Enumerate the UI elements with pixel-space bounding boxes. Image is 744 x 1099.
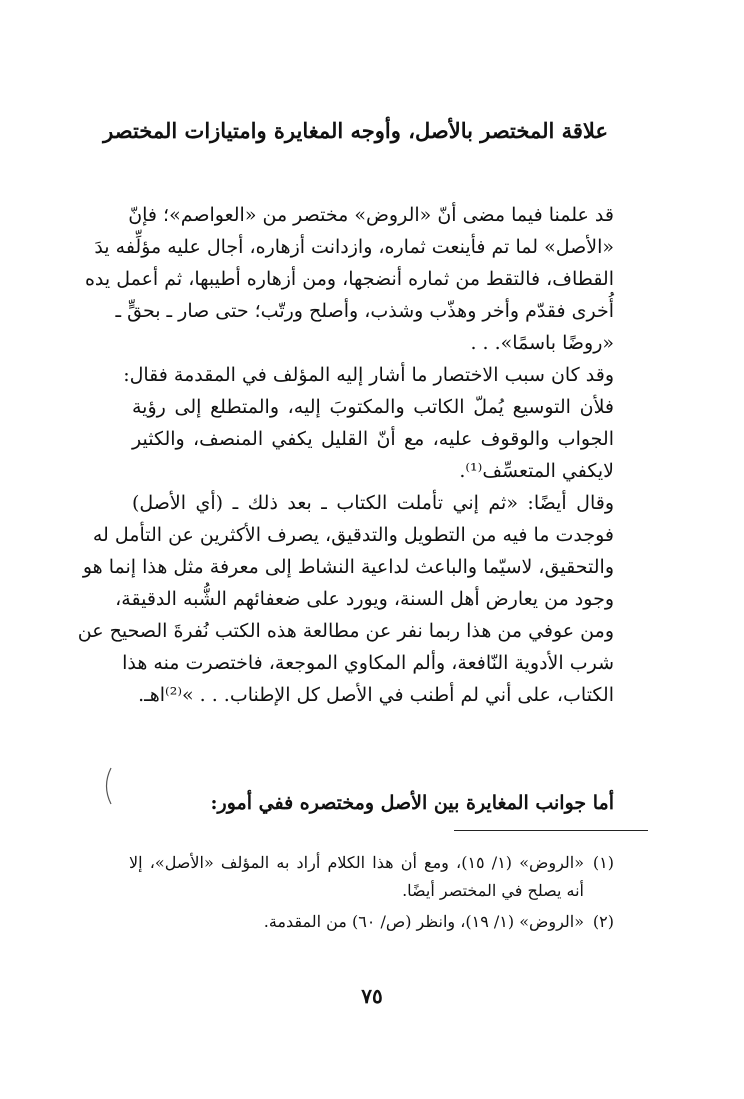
body-line: لايكفي المتعسِّف⁽¹⁾.: [459, 460, 614, 482]
body-line: وقد كان سبب الاختصار ما أشار إليه المؤلف في المقدمة فقال:: [123, 364, 614, 386]
body-line: «روضًا باسمًا». . .: [470, 332, 614, 354]
section-heading: أما جوانب المغايرة بين الأصل ومختصره ففي أمور:: [210, 792, 614, 814]
margin-bracket-mark: [100, 766, 114, 806]
body-line: والتحقيق، لاسيّما والباعث لداعية النشاط إلى معرفة مثل هذا إنما هو: [82, 556, 614, 578]
footnote-number: (٢): [592, 912, 614, 931]
body-line: القطاف، فالتقط من ثماره أنضجها، ومن أزهاره أطيبها، ثم أعمل يده: [84, 268, 614, 290]
footnote-number: (١): [592, 853, 615, 872]
body-line: وجود من يعارض أهل السنة، ويورد على ضعفائهم الشُّبه الدقيقة،: [115, 588, 614, 610]
footnote-2: [129, 911, 614, 933]
body-line: فلأن التوسيع يُملّ الكاتب والمكتوبَ إليه، والمتطلع إلى رؤية: [132, 396, 614, 418]
body-line: الكتاب، على أني لم أطنب في الأصل كل الإطناب. . . »⁽²⁾اهـ.: [138, 684, 614, 706]
footnote-1: [129, 852, 614, 874]
body-line: قد علمنا فيما مضى أنّ «الروض» مختصر من «العواصم»؛ فإنّ: [128, 204, 614, 226]
body-line: «الأصل» لما تم فأينعت ثماره، وازدانت أزهاره، أجال عليه مؤلِّفه يدَ: [94, 236, 614, 258]
footnote-1-continuation: أنه يصلح في المختصر أيضًا.: [402, 881, 584, 900]
body-line: الجواب والوقوف عليه، مع أنّ القليل يكفي المنصف، والكثير: [132, 428, 614, 450]
page-number: ٧٥: [361, 984, 383, 1008]
body-line: فوجدت ما فيه من التطويل والتدقيق، يصرف الأكثرين عن التأمل له: [92, 524, 614, 546]
footnote-separator: [454, 830, 648, 831]
body-line: شرب الأدوية النّافعة، وألم المكاوي الموجعة، فاختصرت منه هذا: [122, 652, 614, 674]
footnote-text: «الروض» (١/ ١٥)، ومع أن هذا الكلام أراد به المؤلف «الأصل»، إلا: [129, 853, 585, 872]
footnote-text: «الروض» (١/ ١٩)، وانظر (ص/ ٦٠) من المقدمة.: [263, 912, 584, 931]
body-line: أُخرى فقدّم وأخر وهذّب وشذب، وأصلح ورتّب؛ حتى صار ـ بحقٍّ ـ: [115, 300, 614, 322]
page-header-title: علاقة المختصر بالأصل، وأوجه المغايرة وامتيازات المختصر: [103, 118, 608, 143]
body-line: ومن عوفي من هذا ربما نفر عن مطالعة هذه الكتب نُفرةَ الصحيح عن: [77, 620, 614, 642]
body-line: وقال أيضًا: «ثم إني تأملت الكتاب ـ بعد ذلك ـ (أي الأصل): [132, 492, 614, 514]
